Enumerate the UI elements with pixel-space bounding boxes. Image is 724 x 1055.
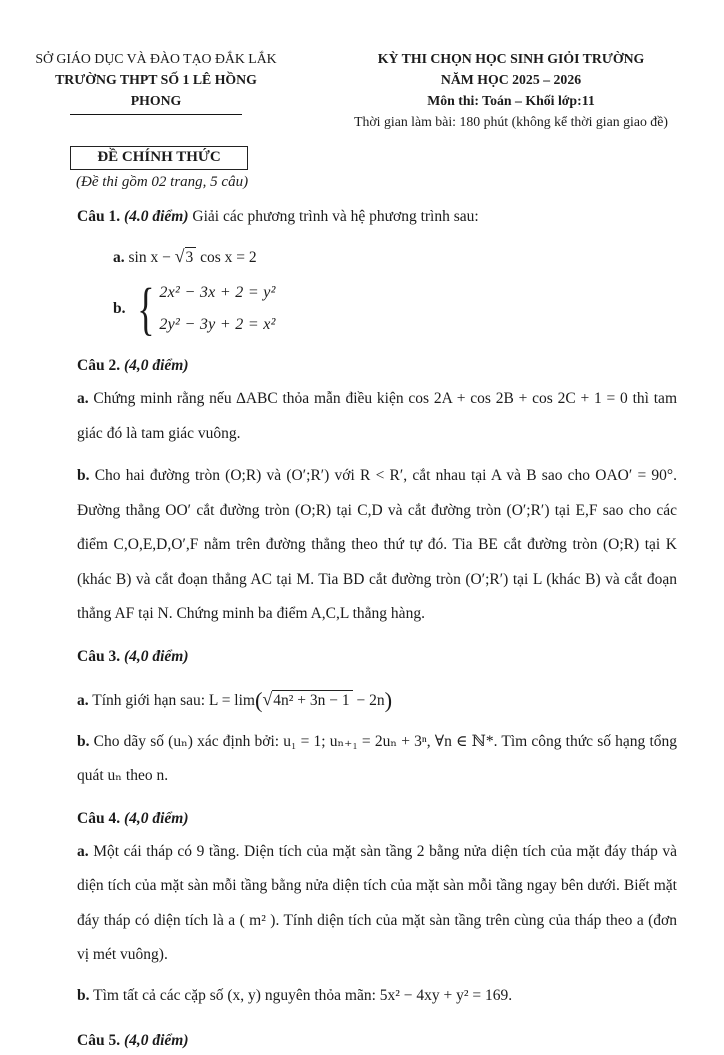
item-1a-label: a. [113,249,125,266]
school-name: TRƯỜNG THPT SỐ 1 LÊ HỒNG PHONG [55,72,257,108]
question-4a [77,835,677,973]
school-year: NĂM HỌC 2025 – 2026 [440,72,582,87]
question-4-number: Câu 4. [77,809,121,827]
equation-1a [128,246,257,266]
question-3-heading [77,643,677,671]
question-3a-text: Tính giới hạn sau: [92,691,206,709]
item-4b-label: b. [77,986,90,1004]
question-2b-text: Cho hai đường tròn (O;R) và (O′;R′) với R < R′, cắt nhau tại A và B sao cho OAO′ = 90°. Đường thẳng OO′ cắt đường tròn (O;R) tại C,D và cắt đường tròn (O′;R′) tại E,F sao cho các điểm C,O,E,D,O′,F nằm trên đường thẳng theo thứ tự đó. Tia BE cắt đường tròn (O;R) tại K (khác B) và cắt đoạn thẳng AC tại M. Tia BD cắt đường tròn (O′;R′) tại L (khác B) và cắt đoạn thẳng AF tại N. Chứng minh ba điểm A,C,L thẳng hàng. [77,467,677,622]
question-2b [77,459,677,632]
question-2-heading [77,352,677,380]
question-4b-text: Tìm tất cả các cặp số (x, y) nguyên thỏa mãn: 5x² − 4xy + y² = 169. [93,986,513,1004]
item-4a-label: a. [77,842,89,860]
sqrt-sign: √ [262,688,273,709]
radical-3a [262,688,352,709]
system-brace: { [136,276,155,341]
question-3-number: Câu 3. [77,647,121,665]
question-2-number: Câu 2. [77,357,121,374]
question-2-points: (4,0 điểm) [123,357,189,374]
question-1-heading [77,203,677,231]
question-2a [77,382,677,451]
question-3b [77,725,677,794]
limit-formula-suffix: − 2n [352,691,385,709]
item-3a-label: a. [77,691,89,709]
question-3-points: (4,0 điểm) [123,647,189,665]
equation-1a-prefix: sin x − [128,249,175,266]
system-equation-2: 2y² − 3y + 2 = x² [159,316,276,333]
question-3a [77,677,677,723]
item-2a-label: a. [77,390,89,407]
question-2a-text: Chứng minh rằng nếu ∆ABC thỏa mẫn điều kiện cos 2A + cos 2B + cos 2C + 1 = 0 thì tam giác đó là tam giác vuông. [77,390,677,442]
question-4-heading [77,805,677,833]
exam-info-block [340,48,682,132]
limit-formula [208,687,393,713]
exam-body [77,203,677,1055]
issuing-department: SỞ GIÁO DỤC VÀ ĐÀO TẠO ĐẮK LẮK [35,51,277,66]
question-5-heading [77,1027,677,1055]
issuer-block [30,48,282,132]
system-equation-1: 2x² − 3x + 2 = y² [159,284,276,301]
radicand-3a: 4n² + 3n − 1 [272,690,352,709]
question-1a [113,239,677,275]
time-limit: Thời gian làm bài: 180 phút (không kể thời gian giao đề) [354,114,668,129]
equation-1a-suffix: cos x = 2 [196,249,257,266]
exam-note: (Đề thi gồm 02 trang, 5 câu) [76,174,249,190]
exam-name: KỲ THI CHỌN HỌC SINH GIỎI TRƯỜNG [377,51,645,66]
item-3b-label: b. [77,732,90,750]
question-1-number: Câu 1. [77,208,121,225]
radicand-1a: 3 [185,247,197,266]
close-paren: ) [384,687,393,713]
sqrt-sign: √ [174,246,185,266]
open-paren: ( [254,687,263,713]
radical-1a [174,246,197,266]
equation-system-1b [159,277,275,341]
limit-formula-prefix: L = lim [208,691,255,709]
header-divider-line [70,114,242,115]
subject-grade: Môn thi: Toán – Khối lớp:11 [427,93,595,108]
official-exam-label: ĐỀ CHÍNH THỨC [97,149,221,165]
item-2b-label: b. [77,467,90,484]
question-5-number: Câu 5. [77,1032,121,1049]
document-header [0,0,724,132]
question-4a-text: Một cái tháp có 9 tầng. Diện tích của mặt sàn tầng 2 bằng nửa diện tích của mặt đáy tháp và diện tích của mặt sàn mỗi tầng bằng nửa diện tích của mặt sàn mỗi tầng ngay bên dưới. Biết mặt đáy tháp có diện tích là a ( m² ). Tính diện tích của mặt sàn tầng trên cùng của tháp theo a (đơn vị mét vuông). [77,842,678,963]
question-3b-text: Cho dãy số (uₙ) xác định bởi: u₁ = 1; uₙ₊₁ = 2uₙ + 3ⁿ, ∀n ∈ ℕ*. Tìm công thức số hạng tổng quát uₙ theo n. [77,732,677,784]
question-1-points: (4.0 điểm) [123,208,189,225]
item-1b-label: b. [113,300,126,317]
question-1b [113,277,677,341]
question-5-points: (4,0 điểm) [123,1032,189,1049]
question-4b [77,979,677,1014]
question-1-intro: Giải các phương trình và hệ phương trình sau: [192,208,479,225]
question-4-points: (4,0 điểm) [123,809,189,827]
official-exam-stamp-box [70,146,248,170]
